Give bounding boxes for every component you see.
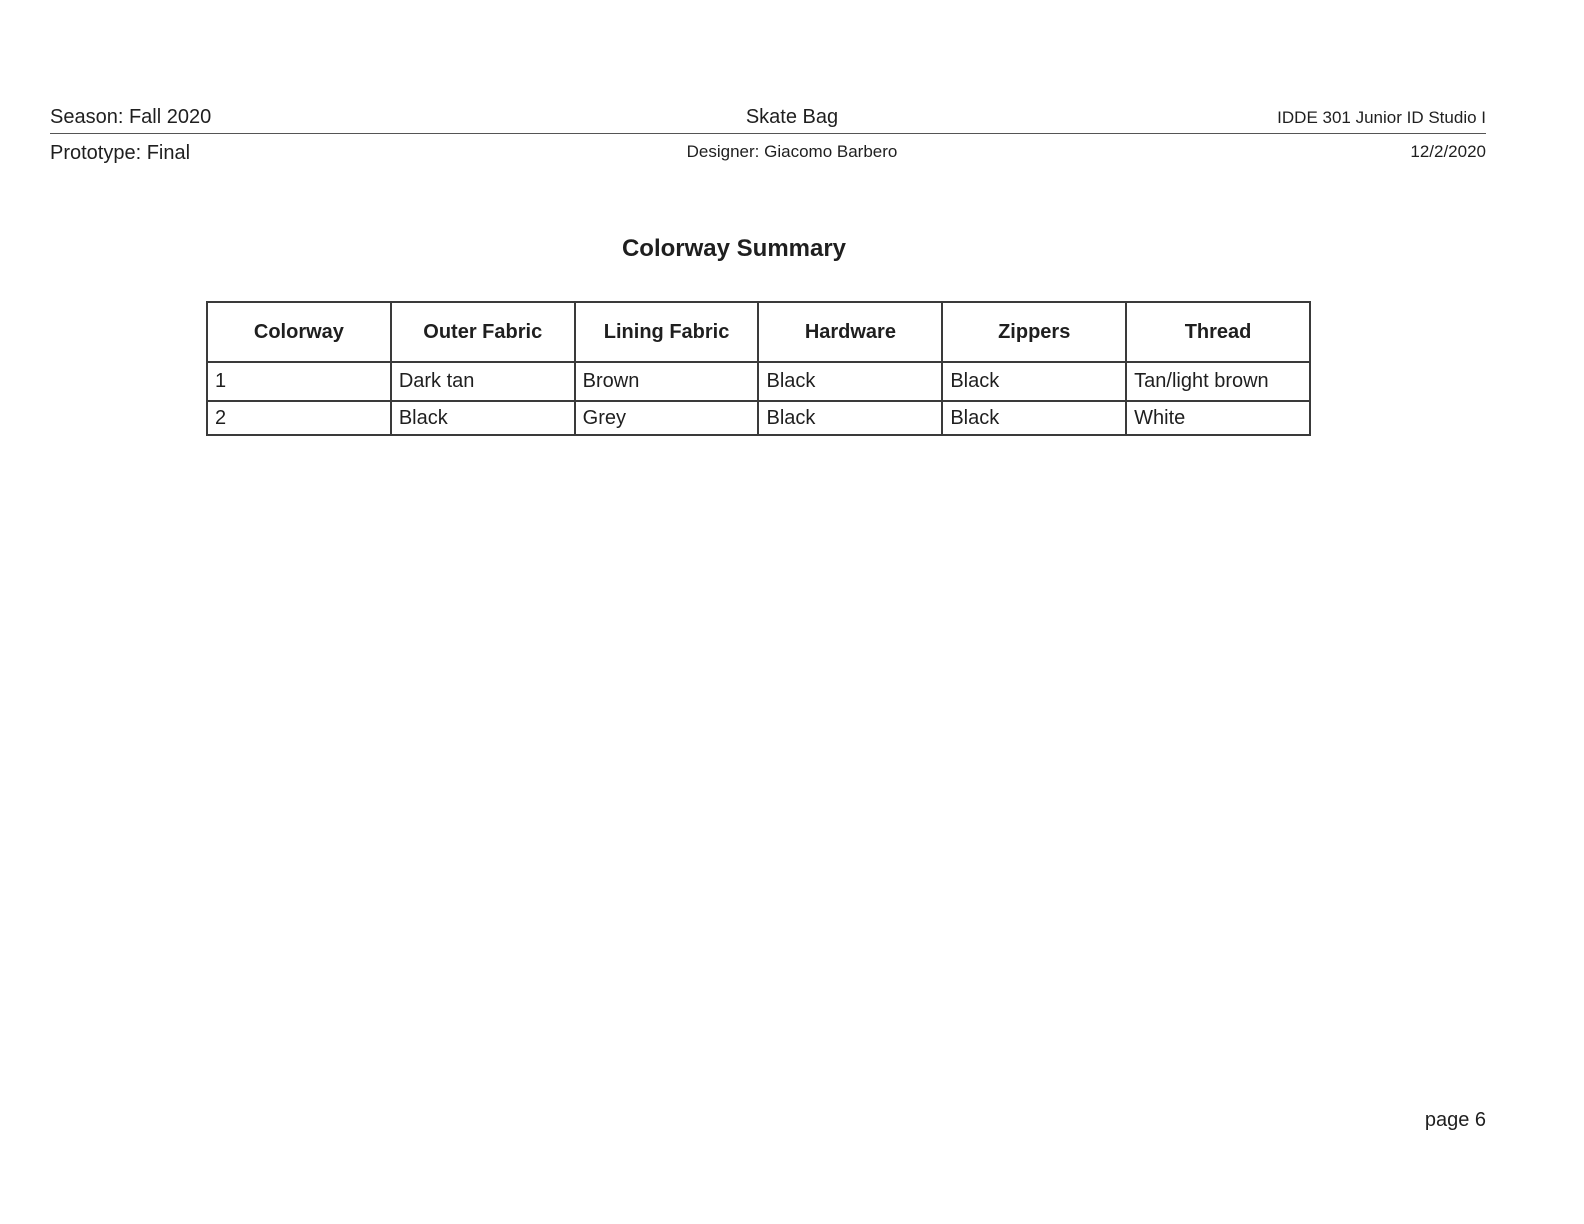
table-cell: Black [942, 362, 1126, 401]
table-header-row [207, 302, 1310, 362]
course-label: IDDE 301 Junior ID Studio I [1277, 108, 1486, 127]
table-cell: 1 [207, 362, 391, 401]
column-header-hardware: Hardware [758, 302, 942, 362]
column-header-colorway: Colorway [207, 302, 391, 362]
table-cell: Black [758, 362, 942, 401]
column-header-outer-fabric: Outer Fabric [391, 302, 575, 362]
table-cell: Tan/light brown [1126, 362, 1310, 401]
column-header-zippers: Zippers [942, 302, 1126, 362]
header-divider [50, 133, 1486, 134]
prototype-label: Prototype: Final [50, 142, 191, 164]
page-title: Colorway Summary [621, 235, 847, 262]
designer-label: Designer: Giacomo Barbero [686, 142, 898, 161]
table-cell: Black [758, 401, 942, 435]
table-row [207, 362, 1310, 401]
table-row [207, 401, 1310, 435]
table-cell: White [1126, 401, 1310, 435]
date-label: 12/2/2020 [1410, 142, 1486, 161]
table-cell: Black [942, 401, 1126, 435]
table-cell: Black [391, 401, 575, 435]
column-header-thread: Thread [1126, 302, 1310, 362]
table-cell: Dark tan [391, 362, 575, 401]
table-cell: Brown [575, 362, 759, 401]
column-header-lining-fabric: Lining Fabric [575, 302, 759, 362]
season-label: Season: Fall 2020 [50, 106, 212, 128]
table-cell: 2 [207, 401, 391, 435]
product-title: Skate Bag [745, 106, 839, 128]
colorway-table [206, 301, 1311, 436]
table-cell: Grey [575, 401, 759, 435]
page-number: page 6 [1424, 1109, 1486, 1131]
